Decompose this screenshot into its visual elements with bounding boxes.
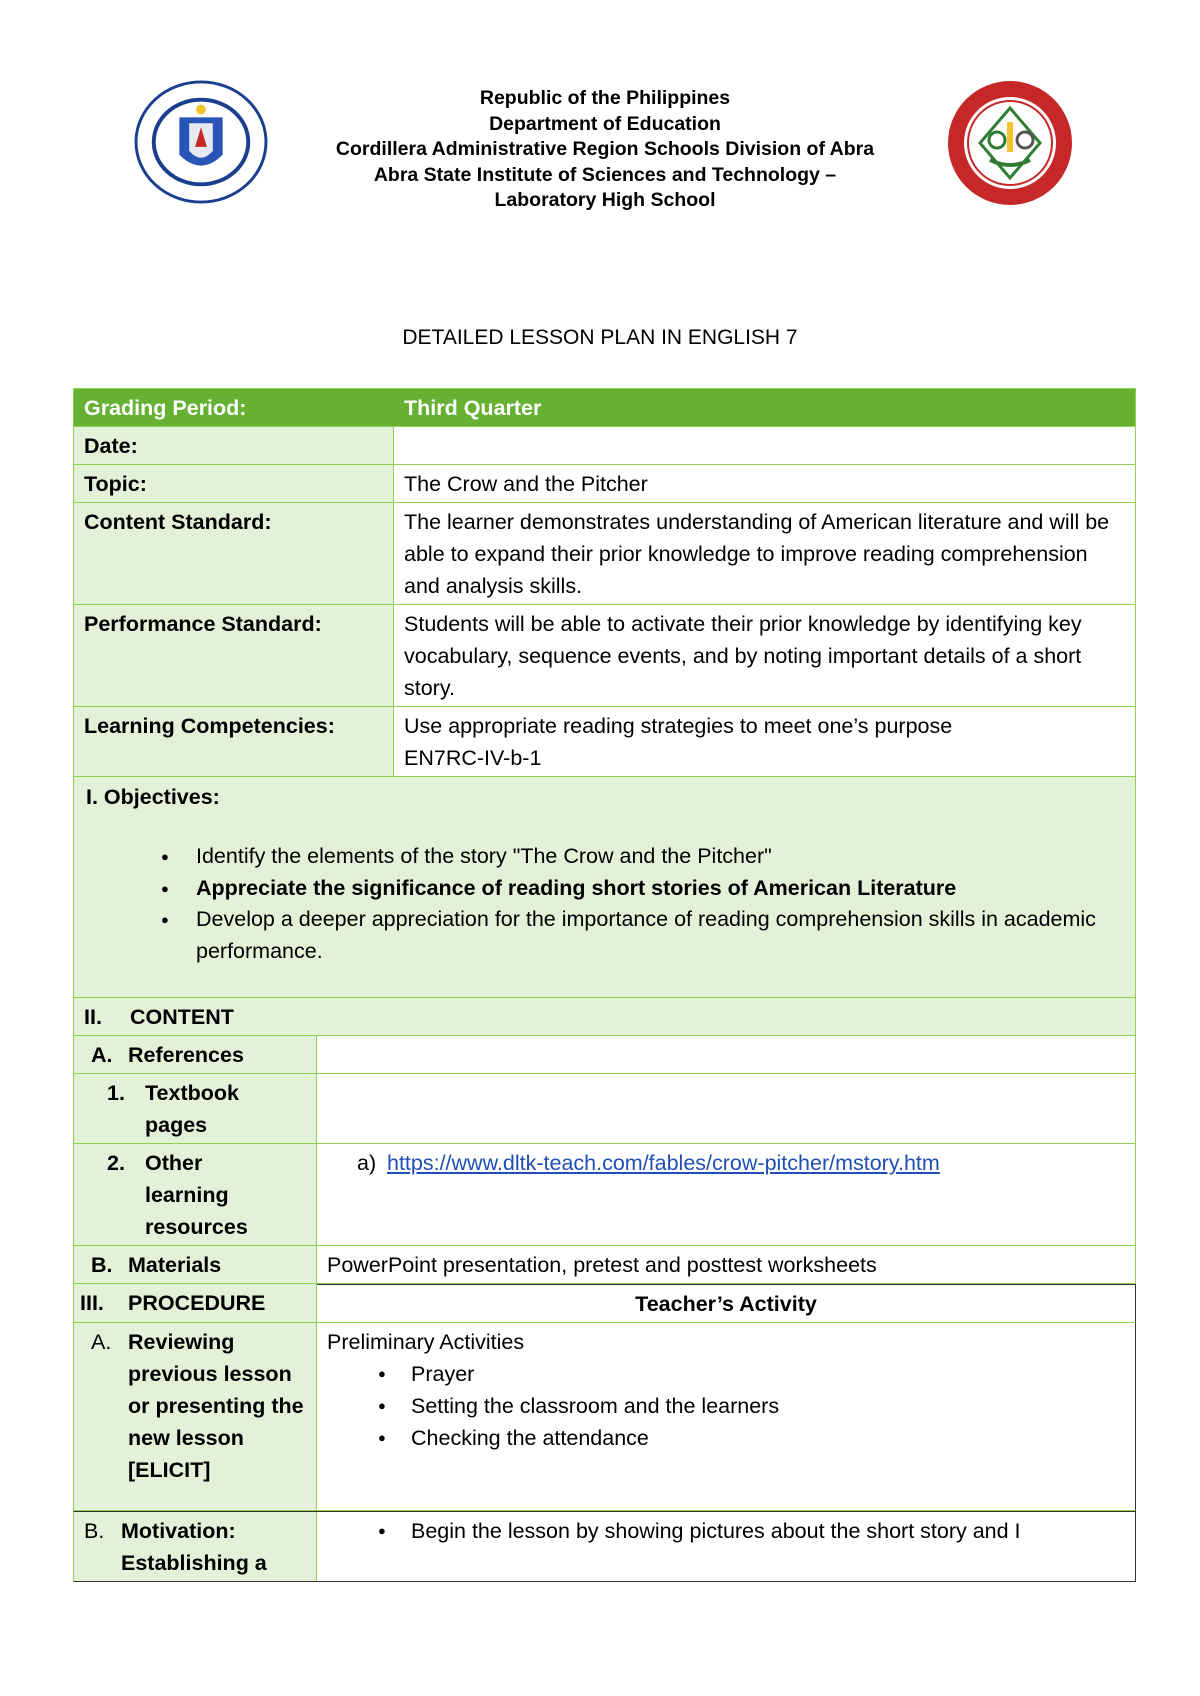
motivation-label	[74, 1512, 317, 1581]
other-resources-value	[317, 1144, 1135, 1245]
topic-label: Topic:	[74, 465, 394, 502]
teacher-activity-heading: Teacher’s Activity	[317, 1284, 1135, 1322]
other-resources-row	[73, 1144, 1136, 1246]
performance-standard-row	[73, 605, 1136, 707]
objective-item: ● Appreciate the significance of reading short stories of American Literature	[196, 873, 1123, 905]
motivation-num: B.	[84, 1519, 105, 1543]
objectives-cell	[74, 777, 1135, 997]
references-value	[317, 1036, 1135, 1073]
grading-period-row	[73, 388, 1136, 427]
date-row	[73, 427, 1136, 465]
objective-item: ● Develop a deeper appreciation for the importance of reading comprehension skills in academic performance.	[196, 904, 1123, 967]
header-department: Department of Education	[489, 112, 721, 135]
materials-value: PowerPoint presentation, pretest and posttest worksheets	[327, 1253, 877, 1277]
elicit-label	[74, 1323, 317, 1510]
elicit-row	[73, 1323, 1136, 1511]
learning-competencies-label: Learning Competencies:	[74, 707, 394, 776]
header-institute: Abra State Institute of Sciences and Technology –	[373, 163, 837, 186]
preliminary-activities: Preliminary Activities	[327, 1330, 525, 1354]
learning-competencies-value	[394, 707, 1135, 776]
content-heading-row	[73, 998, 1136, 1036]
objectives-list	[86, 841, 1123, 967]
other-resources-text: Other learning resources	[145, 1151, 248, 1239]
grading-period-label: Grading Period:	[74, 389, 394, 426]
header-republic: Republic of the Philippines	[479, 87, 731, 109]
date-label: Date:	[74, 427, 394, 464]
preliminary-list	[327, 1358, 1125, 1454]
content-heading-num: II.	[84, 1005, 102, 1029]
textbook-label	[74, 1074, 317, 1143]
references-row	[73, 1036, 1136, 1074]
other-resources-num: 2.	[107, 1151, 125, 1175]
learning-competencies-row	[73, 707, 1136, 777]
preliminary-item: ● Checking the attendance	[411, 1422, 1125, 1454]
elicit-activity	[317, 1323, 1135, 1510]
deped-seal	[132, 78, 270, 206]
elicit-text: Reviewing previous lesson or presenting the new lesson [ELICIT]	[128, 1330, 304, 1482]
link-item-num: a)	[357, 1151, 377, 1175]
asist-seal	[945, 78, 1075, 208]
content-standard-label: Content Standard:	[74, 503, 394, 604]
procedure-heading	[74, 1284, 317, 1322]
materials-num: B.	[91, 1253, 113, 1277]
crow-pitcher-link[interactable]: https://www.dltk-teach.com/fables/crow-pitcher/mstory.htm	[387, 1151, 940, 1175]
references-label	[74, 1036, 317, 1073]
school-header	[280, 86, 930, 214]
procedure-num: III.	[80, 1291, 104, 1315]
topic-row	[73, 465, 1136, 503]
performance-standard-value: Students will be able to activate their prior knowledge by identifying key vocabulary, sequence events, and by noting important details of a short story.	[404, 612, 1082, 700]
content-standard-value: The learner demonstrates understanding of American literature and will be able to expand their prior knowledge to improve reading comprehension and analysis skills.	[404, 510, 1110, 598]
competency-code: EN7RC-IV-b-1	[404, 746, 542, 770]
content-heading	[74, 998, 1135, 1035]
preliminary-item: ● Prayer	[411, 1358, 1125, 1390]
preliminary-item: ● Setting the classroom and the learners	[411, 1390, 1125, 1422]
materials-row	[73, 1246, 1136, 1284]
textbook-value	[317, 1074, 1135, 1143]
materials-text: Materials	[128, 1253, 222, 1277]
procedure-heading-row	[73, 1284, 1136, 1323]
motivation-activity	[317, 1512, 1135, 1581]
lesson-plan-table	[73, 388, 1136, 1582]
document-title: DETAILED LESSON PLAN IN ENGLISH 7	[402, 326, 798, 349]
header-region: Cordillera Administrative Region Schools Division of Abra	[335, 138, 875, 160]
other-resources-label	[74, 1144, 317, 1245]
content-heading-text: CONTENT	[130, 1005, 234, 1029]
elicit-num: A.	[91, 1330, 112, 1354]
references-num: A.	[91, 1043, 113, 1067]
textbook-row	[73, 1074, 1136, 1144]
materials-label	[74, 1246, 317, 1283]
textbook-num: 1.	[107, 1081, 125, 1105]
procedure-text: PROCEDURE	[128, 1291, 266, 1315]
objectives-row	[73, 777, 1136, 998]
motivation-list	[327, 1515, 1125, 1547]
header-school: Laboratory High School	[494, 189, 716, 211]
content-standard-row	[73, 503, 1136, 605]
competency-text: Use appropriate reading strategies to meet one’s purpose	[404, 714, 953, 738]
motivation-row	[73, 1511, 1136, 1582]
topic-value: The Crow and the Pitcher	[404, 472, 648, 496]
textbook-text: Textbook pages	[145, 1081, 239, 1137]
performance-standard-label: Performance Standard:	[74, 605, 394, 706]
objectives-heading: I. Objectives:	[86, 785, 220, 809]
objective-item: ● Identify the elements of the story "The Crow and the Pitcher"	[196, 841, 1123, 873]
references-text: References	[128, 1043, 244, 1067]
motivation-text: Motivation: Establishing a	[121, 1519, 267, 1575]
grading-period-value: Third Quarter	[404, 396, 542, 420]
motivation-item: ● Begin the lesson by showing pictures about the short story and I	[411, 1515, 1125, 1547]
date-value	[394, 427, 1135, 464]
